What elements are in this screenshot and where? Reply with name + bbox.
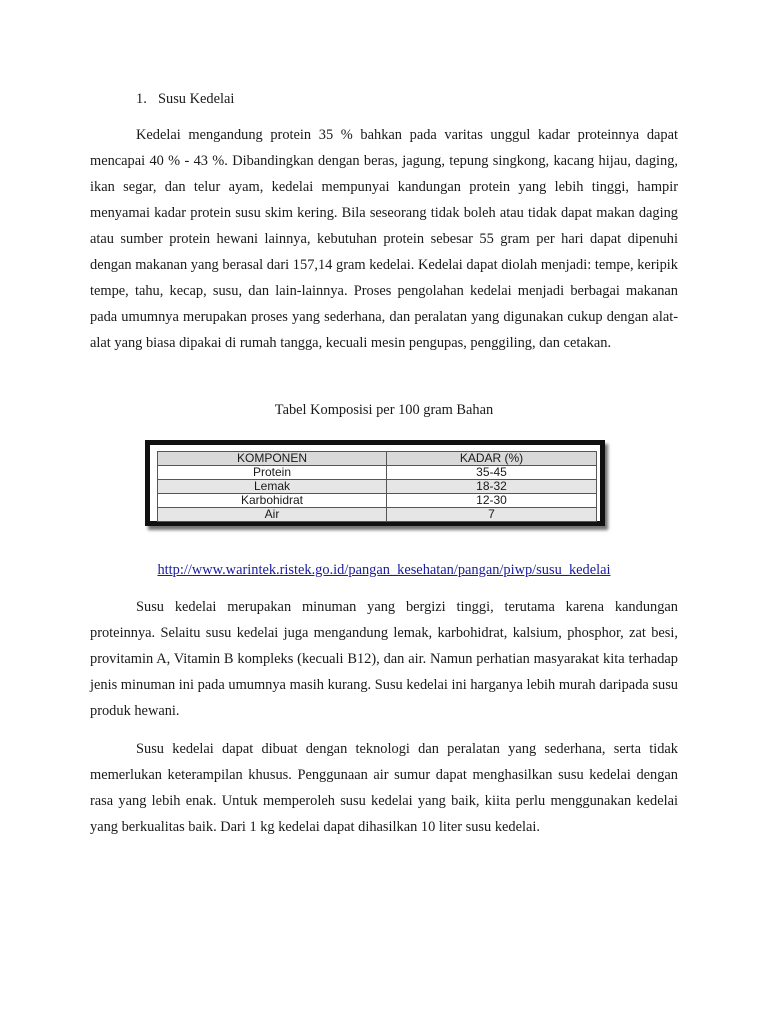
source-link-line <box>0 560 768 580</box>
paragraph-benefits: Susu kedelai merupakan minuman yang bergizi tinggi, terutama karena kandungan proteinnya. Selaitu susu kedelai juga mengandung lemak, karbohidrat, kalsium, phosphor, zat besi, provitamin A, Vitamin B kompleks (kecuali B12), dan air. Namun perhatian masyarakat kita terhadap jenis minuman ini pada umumnya masih kurang. Susu kedelai ini harganya lebih murah daripada susu produk hewani. <box>90 599 678 719</box>
table-cell-level: 12-30 <box>387 494 597 508</box>
table-row <box>158 466 597 480</box>
table-cell-component: Lemak <box>158 480 387 494</box>
table-header-component: KOMPONEN <box>158 452 387 466</box>
table-cell-component: Karbohidrat <box>158 494 387 508</box>
table-row <box>158 494 597 508</box>
paragraph-production: Susu kedelai dapat dibuat dengan teknologi dan peralatan yang sederhana, serta tidak memerlukan keterampilan khusus. Penggunaan air sumur dapat menghasilkan susu kedelai dengan rasa yang lebih enak. Untuk memperoleh susu kedelai yang baik, kiita perlu menggunakan kedelai yang berkualitas baik. Dari 1 kg kedelai dapat dihasilkan 10 liter susu kedelai. <box>90 741 678 835</box>
section-number: 1. <box>136 91 147 107</box>
table-header-level: KADAR (%) <box>387 452 597 466</box>
table-cell-component: Protein <box>158 466 387 480</box>
table-row <box>158 480 597 494</box>
composition-table-frame <box>145 440 605 526</box>
table-caption: Tabel Komposisi per 100 gram Bahan <box>274 402 494 418</box>
paragraph-intro: Kedelai mengandung protein 35 % bahkan pada varitas unggul kadar proteinnya dapat mencapai 40 % - 43 %. Dibandingkan dengan beras, jagung, tepung singkong, kacang hijau, daging, ikan segar, dan telur ayam, kedelai mempunyai kandungan protein yang lebih tinggi, hampir menyamai kadar protein susu skim kering. Bila seseorang tidak boleh atau tidak dapat makan daging atau sumber protein hewani lainnya, kebutuhan protein sebesar 55 gram per hari dapat dipenuhi dengan makanan yang berasal dari 157,14 gram kedelai. Kedelai dapat diolah menjadi: tempe, keripik tempe, tahu, kecap, susu, dan lain-lainnya. Proses pengolahan kedelai menjadi berbagai makanan pada umumnya merupakan proses yang sederhana, dan peralatan yang digunakan cukup dengan alat-alat yang biasa dipakai di rumah tangga, kecuali mesin pengupas, penggiling, dan cetakan. <box>90 127 678 351</box>
table-cell-level: 35-45 <box>387 466 597 480</box>
section-heading <box>136 89 234 109</box>
table-header-row <box>158 452 597 466</box>
table-cell-component: Air <box>158 508 387 522</box>
table-cell-level: 7 <box>387 508 597 522</box>
source-link[interactable]: http://www.warintek.ristek.go.id/pangan_kesehatan/pangan/piwp/susu_kedelai <box>157 562 611 578</box>
section-title: Susu Kedelai <box>158 91 235 107</box>
table-cell-level: 18-32 <box>387 480 597 494</box>
composition-table <box>157 451 597 522</box>
table-row <box>158 508 597 522</box>
